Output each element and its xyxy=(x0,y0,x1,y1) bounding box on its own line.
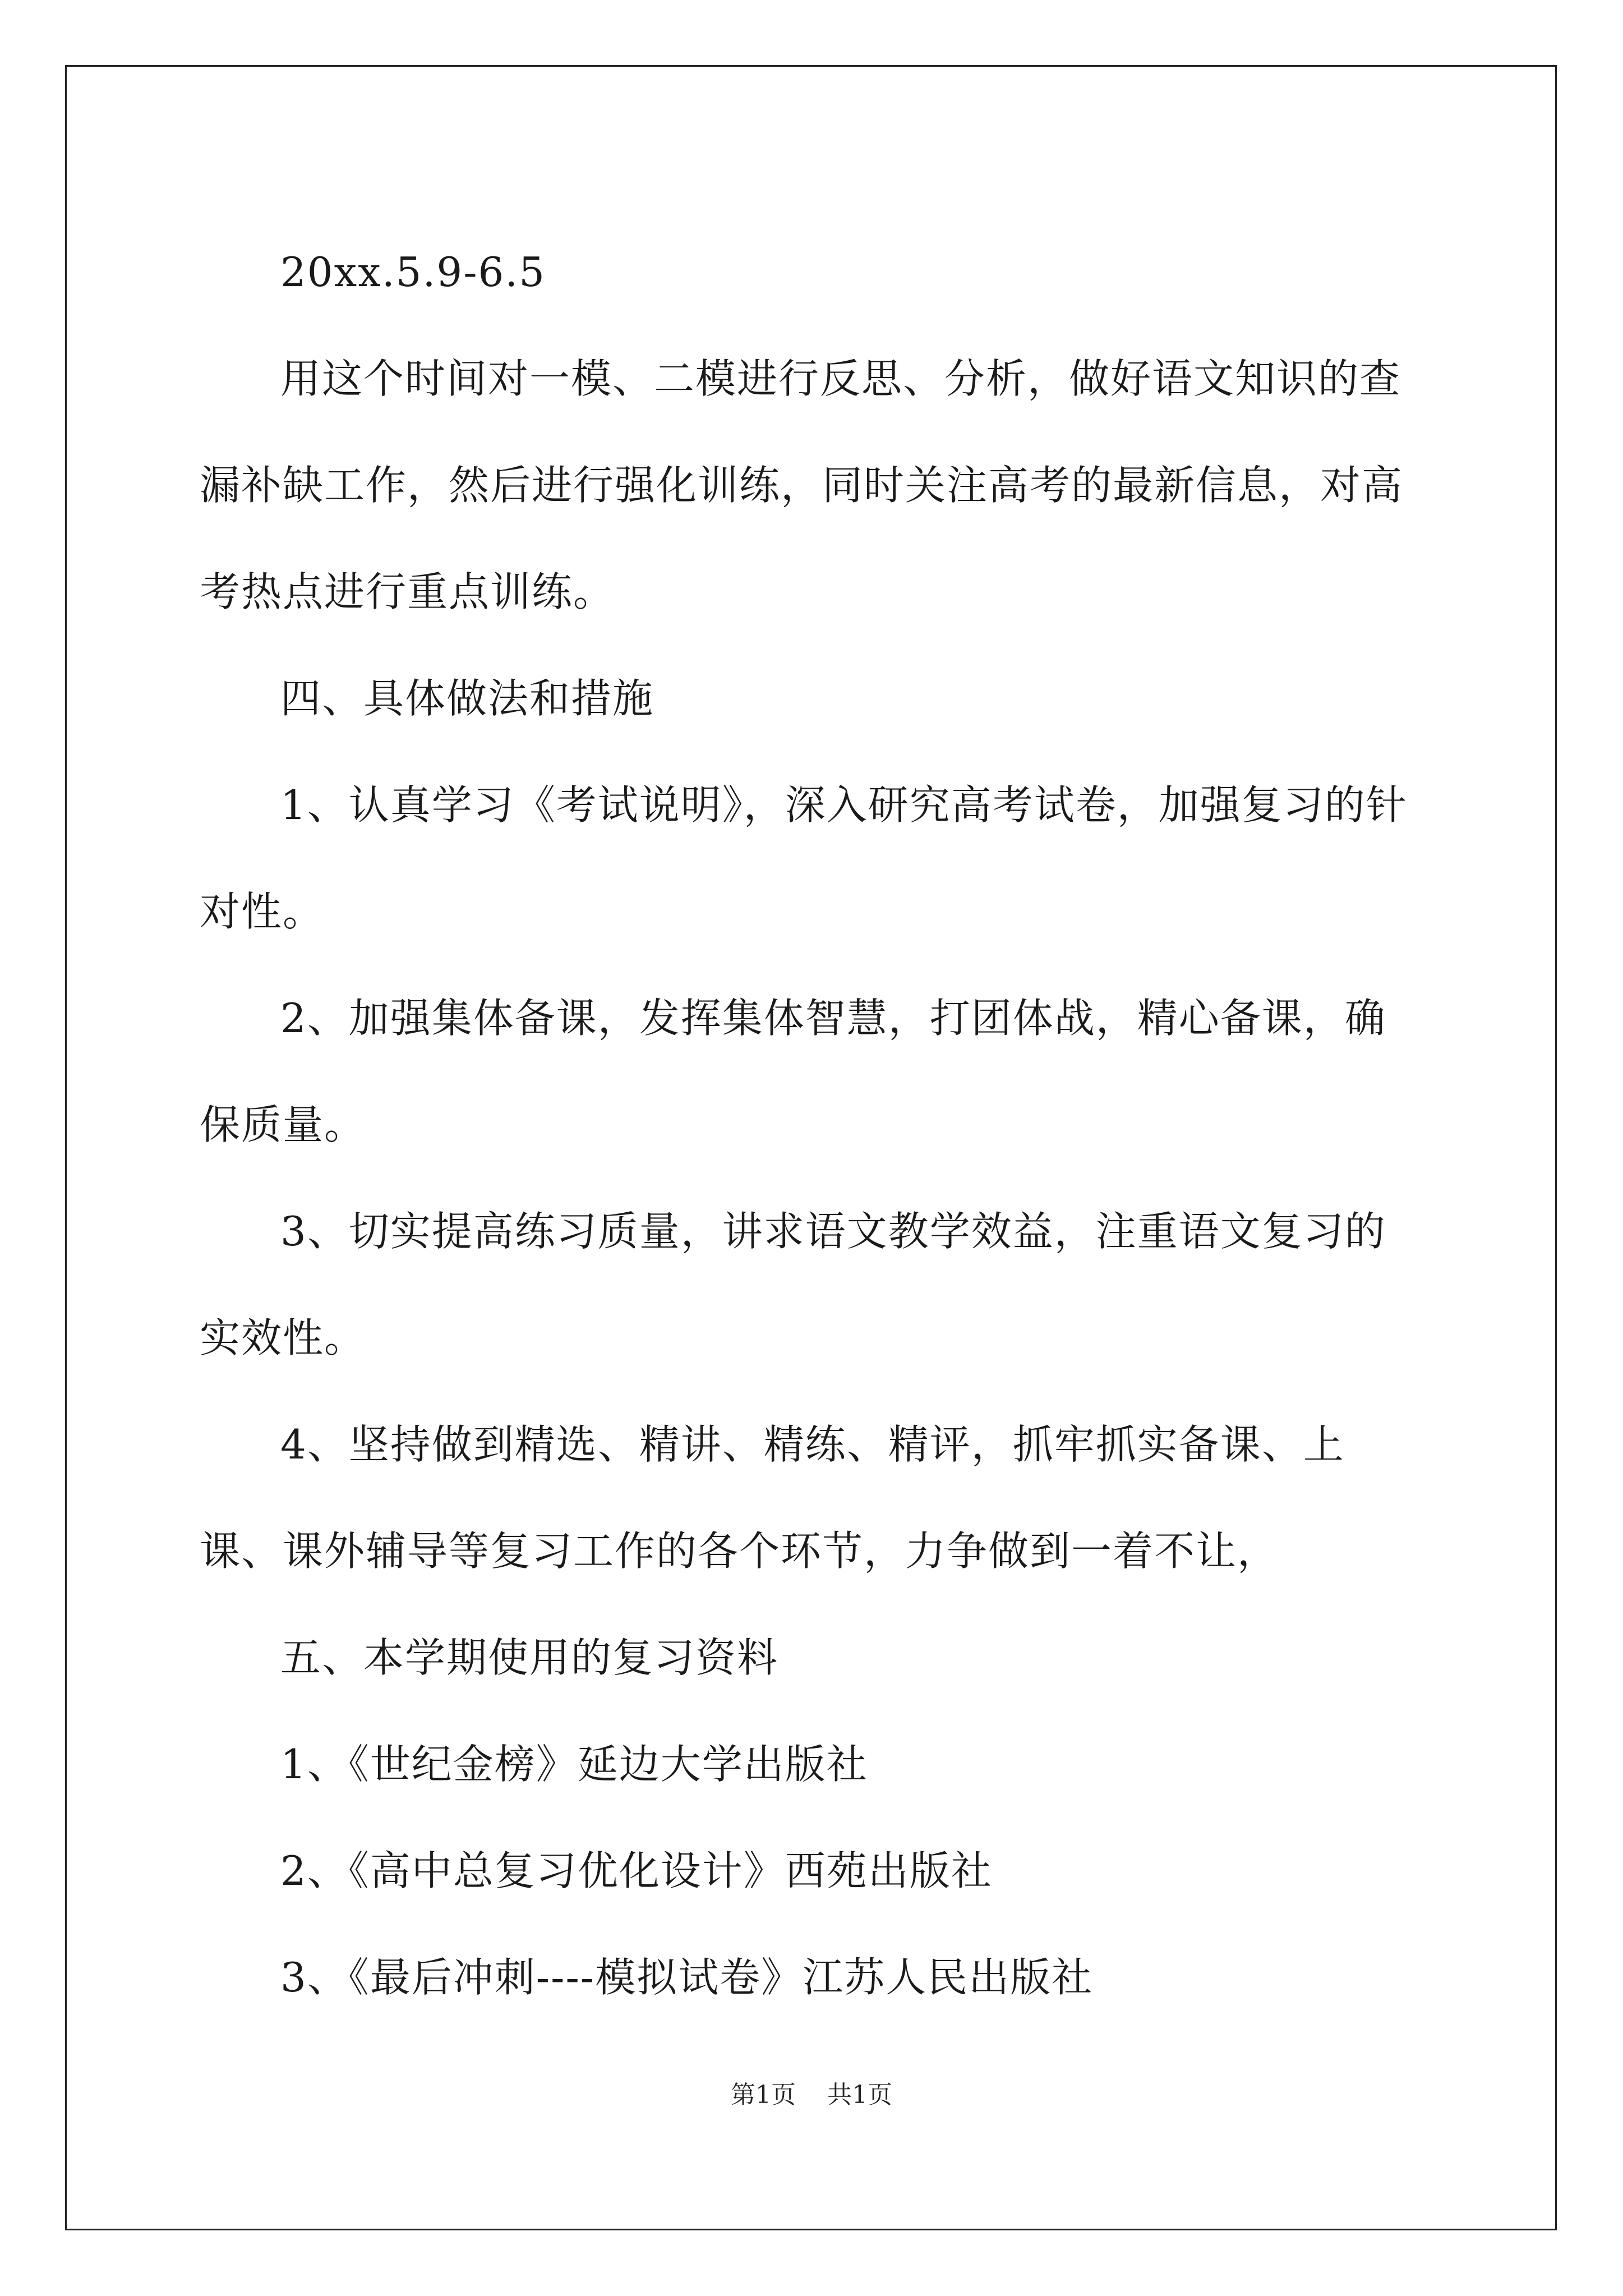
section-heading-measures: 四、具体做法和措施 xyxy=(280,675,654,722)
section-heading-materials: 五、本学期使用的复习资料 xyxy=(280,1634,779,1681)
date-range: 20xx.5.9-6.5 xyxy=(280,249,546,296)
material-item-2: 2、《高中总复习优化设计》西苑出版社 xyxy=(280,1847,993,1894)
measure-item-4: 4、坚持做到精选、精讲、精练、精评，抓牢抓实备课、上课、课外辅导等复习工作的各个环节，力争做到一着不让， xyxy=(200,1421,1345,1575)
page-footer xyxy=(0,2078,1623,2112)
page-total: 共1页 xyxy=(827,2081,892,2109)
measure-item-2: 2、加强集体备课，发挥集体智慧，打团体战，精心备课，确保质量。 xyxy=(200,995,1386,1148)
measure-item-3: 3、切实提高练习质量，讲求语文教学效益，注重语文复习的实效性。 xyxy=(200,1208,1386,1361)
document-body xyxy=(200,219,1422,2031)
page-number: 第1页 xyxy=(731,2081,796,2109)
measure-item-1: 1、认真学习《考试说明》，深入研究高考试卷，加强复习的针对性。 xyxy=(200,781,1408,935)
paragraph-review-plan: 用这个时间对一模、二模进行反思、分析，做好语文知识的查漏补缺工作，然后进行强化训练，同时关注高考的最新信息，对高考热点进行重点训练。 xyxy=(200,355,1404,615)
material-item-1: 1、《世纪金榜》延边大学出版社 xyxy=(280,1741,868,1788)
material-item-3: 3、《最后冲刺----模拟试卷》江苏人民出版社 xyxy=(280,1954,1094,2001)
